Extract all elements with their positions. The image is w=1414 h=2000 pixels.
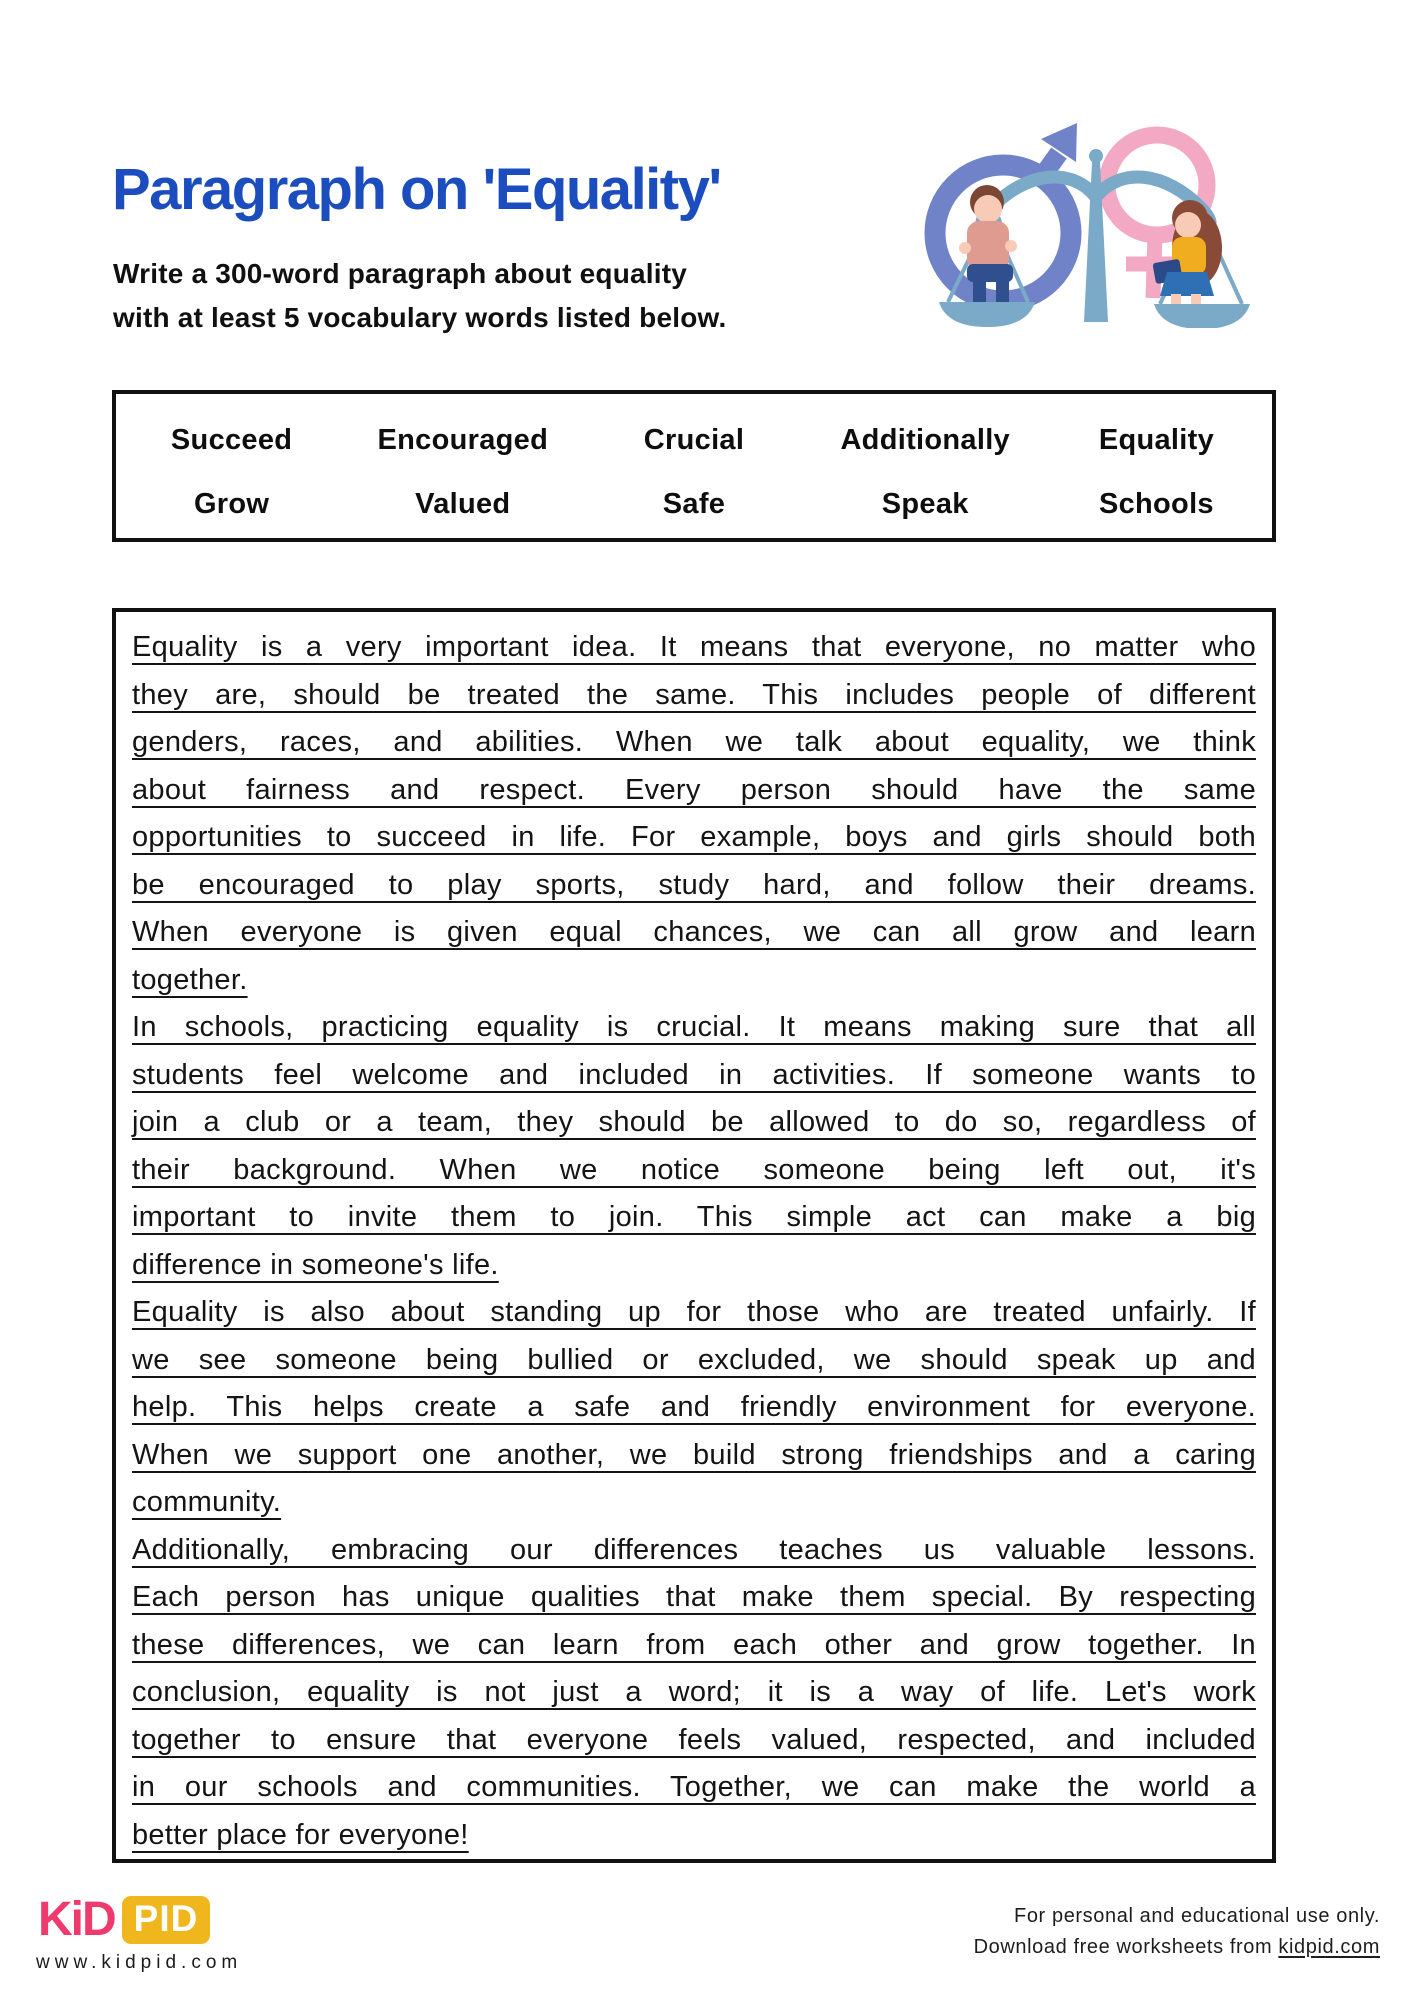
essay-line: When everyone is given equal chances, we can all grow and learn xyxy=(132,916,1256,948)
balance-scale-illustration xyxy=(905,96,1285,328)
essay-line: together to ensure that everyone feels valued, respected, and included xyxy=(132,1723,1256,1756)
usage-note-line-2 xyxy=(974,1932,1380,1963)
essay-line: genders, races, and abilities. When we talk about equality, we think xyxy=(132,726,1256,758)
essay-line: conclusion, equality is not just a word; it is a way of life. Let's work xyxy=(132,1676,1256,1708)
essay-line: be encouraged to play sports, study hard, and follow their dreams. xyxy=(132,868,1256,901)
subtitle-line-1: Write a 300-word paragraph about equality xyxy=(113,258,688,289)
vocab-word: Grow xyxy=(193,488,270,520)
vocab-word: Succeed xyxy=(170,424,293,456)
vocab-word: Crucial xyxy=(643,424,745,456)
essay-line: together. xyxy=(132,963,248,996)
essay-line: these differences, we can learn from each other and grow together. In xyxy=(132,1628,1256,1661)
vocab-word: Speak xyxy=(881,488,969,520)
essay-line: Additionally, embracing our differences teaches us valuable lessons. xyxy=(132,1533,1256,1566)
kidpid-logo-kid: KiD xyxy=(38,1893,115,1946)
essay-line: help. This helps create a safe and friendly environment for everyone. xyxy=(132,1391,1256,1423)
essay-line: important to invite them to join. This simple act can make a big xyxy=(132,1201,1256,1233)
vocab-word: Encouraged xyxy=(377,424,549,456)
vocab-word: Schools xyxy=(1098,488,1214,520)
essay-line: about fairness and respect. Every person should have the same xyxy=(132,773,1256,806)
page-subtitle xyxy=(113,252,813,340)
essay-line: Each person has unique qualities that make them special. By respecting xyxy=(132,1581,1256,1613)
essay-line: in our schools and communities. Together, we can make the world a xyxy=(132,1771,1256,1803)
kidpid-logo-pid: PID xyxy=(122,1896,211,1944)
kidpid-link[interactable]: kidpid.com xyxy=(1278,1936,1380,1958)
essay-line: students feel welcome and included in activities. If someone wants to xyxy=(132,1058,1256,1091)
vocabulary-box xyxy=(112,390,1276,542)
page-title: Paragraph on 'Equality' xyxy=(112,157,721,222)
essay-line: their background. When we notice someone being left out, it's xyxy=(132,1153,1256,1186)
vocab-word: Additionally xyxy=(840,424,1010,456)
vocab-word: Valued xyxy=(415,488,511,520)
kidpid-logo xyxy=(38,1893,210,1946)
essay-line: community. xyxy=(132,1486,282,1518)
essay-line: Equality is a very important idea. It means that everyone, no matter who xyxy=(132,631,1256,663)
essay-line: they are, should be treated the same. This includes people of different xyxy=(132,678,1256,711)
subtitle-line-2: with at least 5 vocabulary words listed below. xyxy=(113,302,727,333)
usage-note-line-2-prefix: Download free worksheets from xyxy=(973,1936,1279,1958)
essay-line: When we support one another, we build strong friendships and a caring xyxy=(132,1438,1256,1471)
essay-line: we see someone being bullied or excluded, we should speak up and xyxy=(132,1343,1256,1376)
usage-note-line-1: For personal and educational use only. xyxy=(1014,1905,1380,1927)
essay-line: better place for everyone! xyxy=(132,1818,469,1851)
essay-line: join a club or a team, they should be allowed to do so, regardless of xyxy=(132,1106,1256,1138)
equality-illustration xyxy=(905,96,1285,328)
essay-line: Equality is also about standing up for those who are treated unfairly. If xyxy=(132,1296,1256,1328)
vocabulary-row-1 xyxy=(116,408,1272,472)
kidpid-website: www.kidpid.com xyxy=(36,1952,243,1973)
vocab-word: Safe xyxy=(662,488,726,520)
essay-line: difference in someone's life. xyxy=(132,1248,499,1281)
usage-note xyxy=(974,1901,1380,1963)
vocabulary-row-2 xyxy=(116,472,1272,536)
essay-line: opportunities to succeed in life. For example, boys and girls should both xyxy=(132,821,1256,853)
vocab-word: Equality xyxy=(1098,424,1215,456)
essay-text xyxy=(132,624,1256,1859)
essay-box xyxy=(112,608,1276,1863)
essay-line: In schools, practicing equality is crucial. It means making sure that all xyxy=(132,1011,1256,1043)
